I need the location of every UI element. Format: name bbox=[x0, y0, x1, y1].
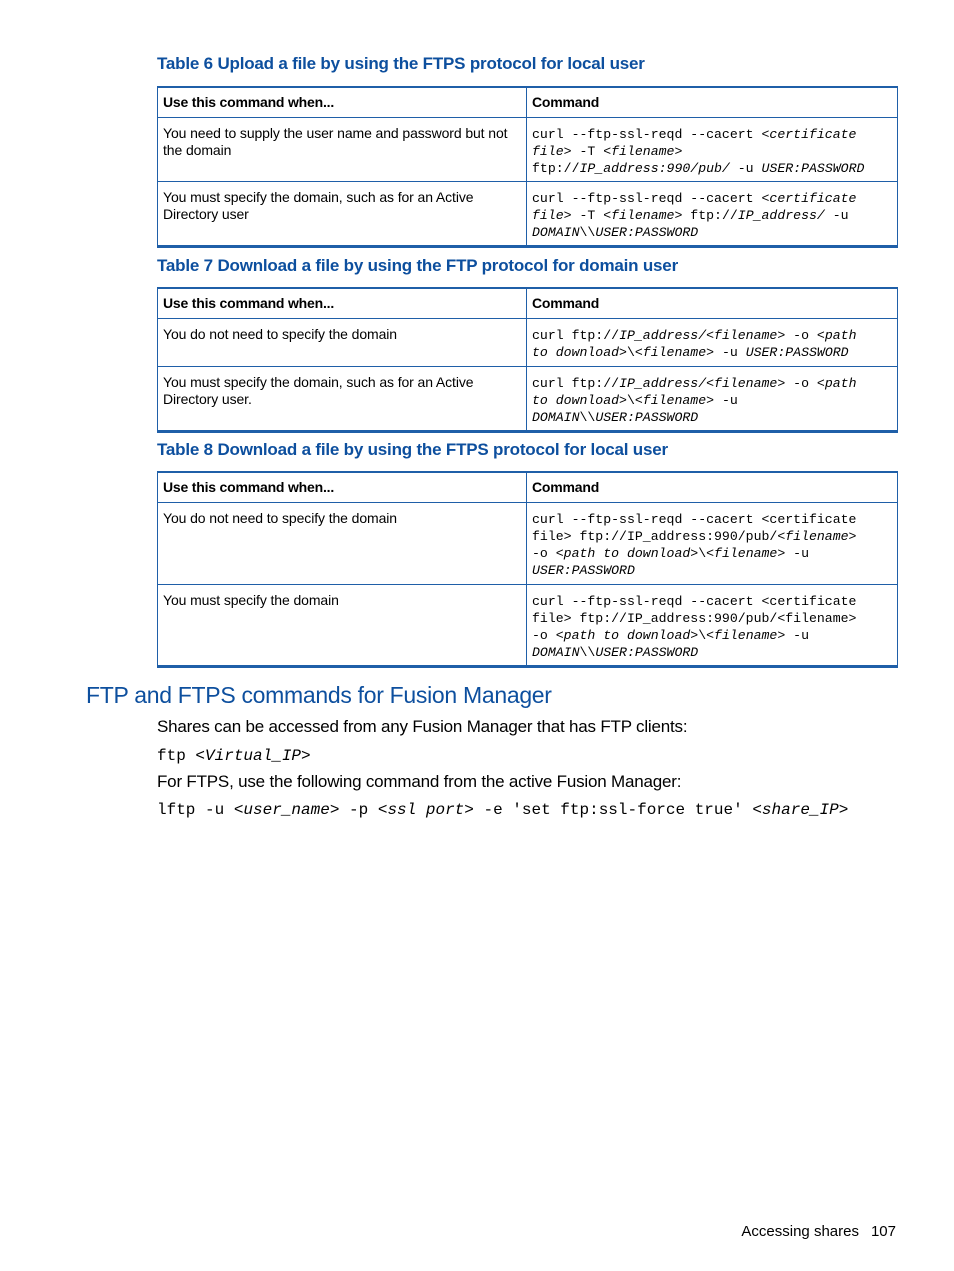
table8-header-when: Use this command when... bbox=[158, 472, 527, 502]
table7-row2-command: curl ftp://IP_address/<filename> -o <path to download>\<filename> -u DOMAIN\\USER:PASSWORD bbox=[527, 366, 898, 431]
table7-row2-when: You must specify the domain, such as for an Active Directory user. bbox=[158, 366, 527, 431]
table6-row1-when: You need to supply the user name and password but not the domain bbox=[158, 117, 527, 181]
table8-row2-command: curl --ftp-ssl-reqd --cacert <certificate file> ftp://IP_address:990/pub/<filename> -o <path to download>\<filename> -u DOMAIN\\USER:PASSWORD bbox=[527, 584, 898, 666]
ftp-command: ftp <Virtual_IP> bbox=[157, 747, 311, 765]
table-row bbox=[158, 318, 898, 366]
table7-caption: Table 7 Download a file by using the FTP protocol for domain user bbox=[157, 256, 678, 275]
table-row bbox=[158, 584, 898, 666]
section-heading: FTP and FTPS commands for Fusion Manager bbox=[86, 682, 552, 708]
table7 bbox=[157, 287, 898, 433]
table7-row1-when: You do not need to specify the domain bbox=[158, 318, 527, 366]
lftp-command: lftp -u <user_name> -p <ssl port> -e 'set ftp:ssl-force true' <share_IP> bbox=[157, 801, 849, 819]
table6 bbox=[157, 86, 898, 248]
table7-row1-command: curl ftp://IP_address/<filename> -o <path to download>\<filename> -u USER:PASSWORD bbox=[527, 318, 898, 366]
table-row bbox=[158, 502, 898, 584]
table6-row1-command: curl --ftp-ssl-reqd --cacert <certificate file> -T <filename> ftp://IP_address:990/pub/ -u USER:PASSWORD bbox=[527, 117, 898, 181]
page-footer bbox=[741, 1223, 896, 1240]
table7-header-command: Command bbox=[527, 288, 898, 318]
table8-row1-command: curl --ftp-ssl-reqd --cacert <certificate file> ftp://IP_address:990/pub/<filename> -o <path to download>\<filename> -u USER:PASSWORD bbox=[527, 502, 898, 584]
table6-caption: Table 6 Upload a file by using the FTPS protocol for local user bbox=[157, 54, 645, 73]
footer-title: Accessing shares bbox=[741, 1223, 859, 1240]
table-row bbox=[158, 117, 898, 181]
table6-header-command: Command bbox=[527, 87, 898, 117]
table6-row2-when: You must specify the domain, such as for an Active Directory user bbox=[158, 181, 527, 246]
section-paragraph-2: For FTPS, use the following command from the active Fusion Manager: bbox=[157, 772, 682, 791]
table8-row2-when: You must specify the domain bbox=[158, 584, 527, 666]
table-row bbox=[158, 181, 898, 246]
table6-row2-command: curl --ftp-ssl-reqd --cacert <certificate file> -T <filename> ftp://IP_address/ -u DOMAIN\\USER:PASSWORD bbox=[527, 181, 898, 246]
table8-row1-when: You do not need to specify the domain bbox=[158, 502, 527, 584]
table8 bbox=[157, 471, 898, 668]
table6-header-when: Use this command when... bbox=[158, 87, 527, 117]
table7-header-when: Use this command when... bbox=[158, 288, 527, 318]
section-paragraph-1: Shares can be accessed from any Fusion Manager that has FTP clients: bbox=[157, 717, 688, 736]
table8-caption: Table 8 Download a file by using the FTPS protocol for local user bbox=[157, 440, 668, 459]
page-number: 107 bbox=[870, 1223, 896, 1240]
table8-header-command: Command bbox=[527, 472, 898, 502]
table-row bbox=[158, 366, 898, 431]
